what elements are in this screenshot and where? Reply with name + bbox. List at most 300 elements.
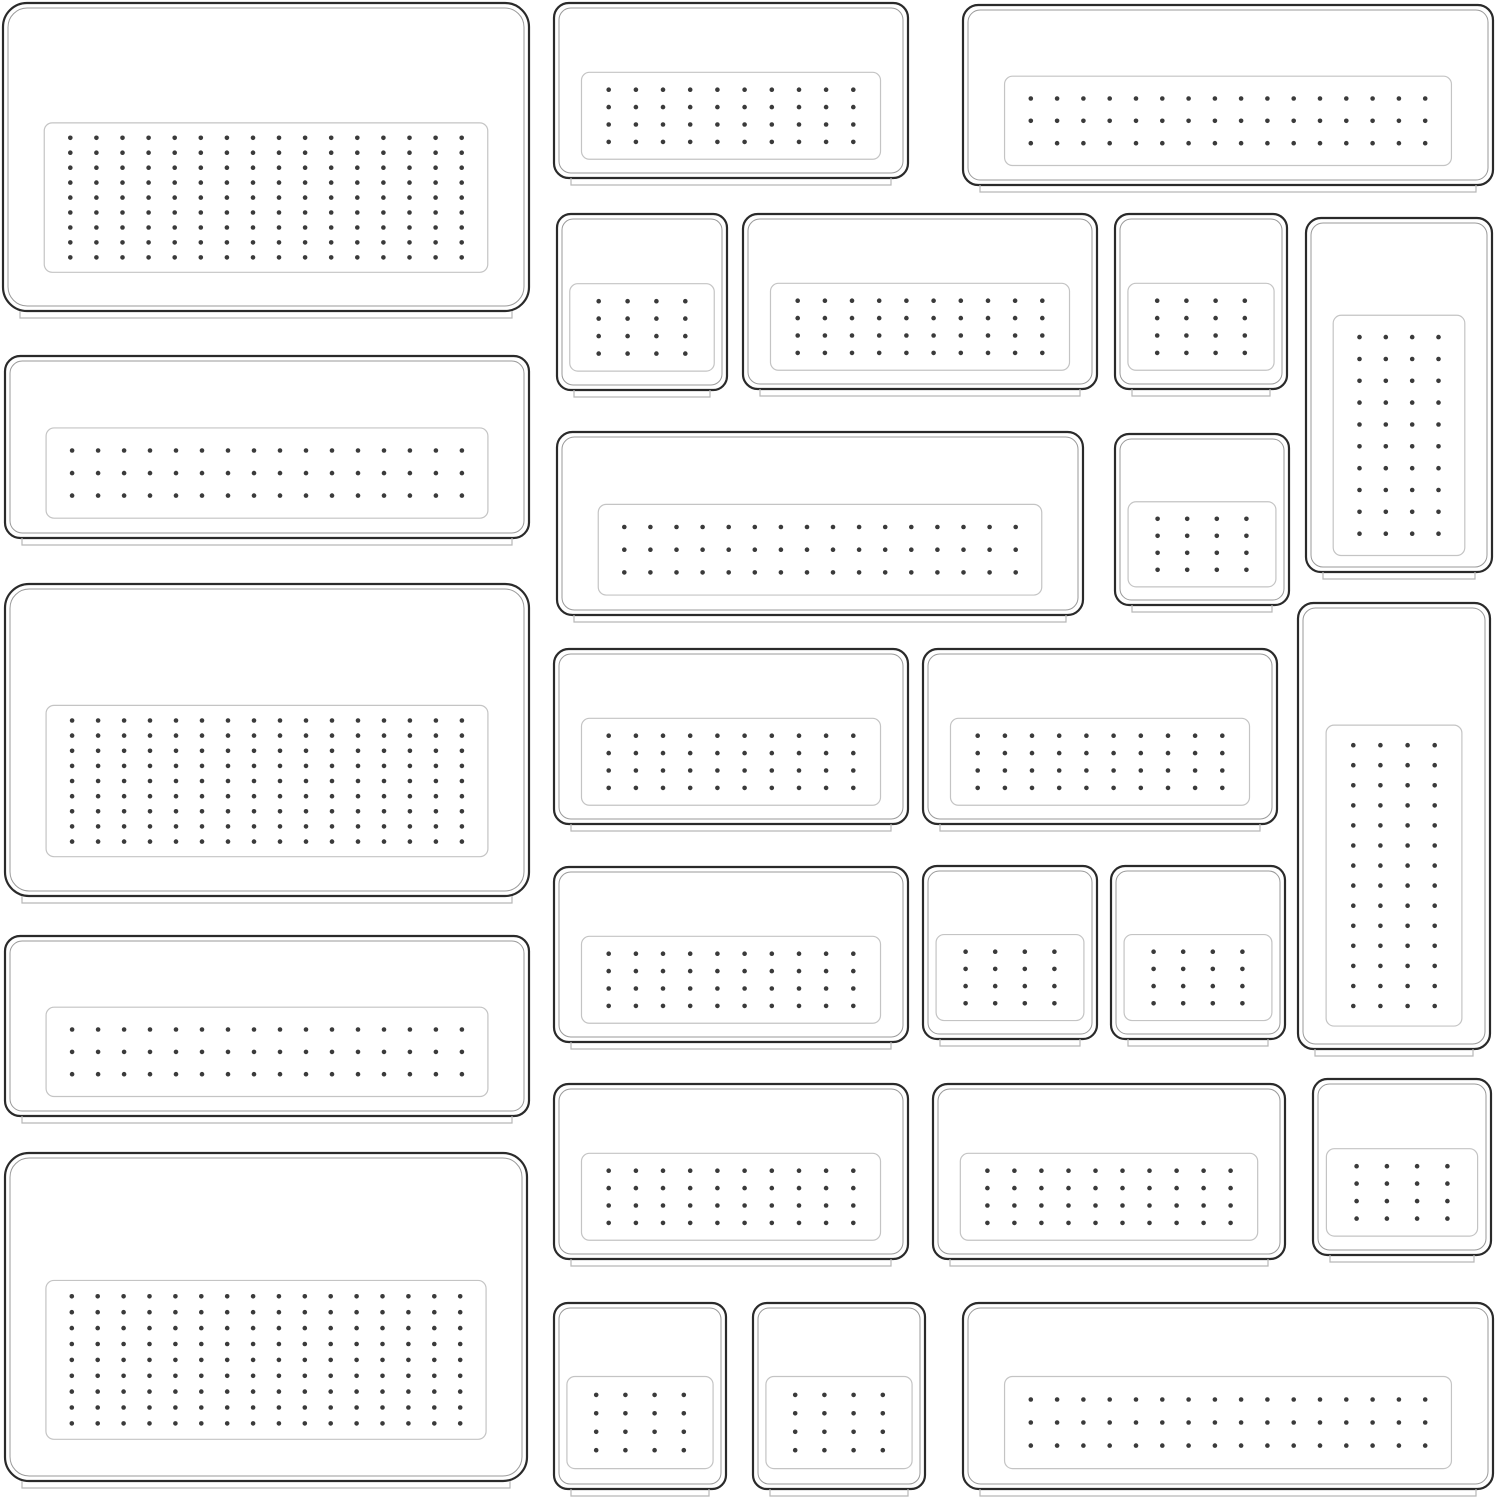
perforation-dot <box>622 570 627 575</box>
perforation-dot <box>278 718 283 723</box>
perforation-dot <box>1055 96 1060 101</box>
perforation-dot <box>147 1310 152 1315</box>
perforation-dot <box>625 334 630 339</box>
organizer-tray <box>963 5 1493 192</box>
perforation-dot <box>1066 1168 1071 1173</box>
perforation-dot <box>225 255 230 260</box>
perforation-dot <box>356 718 361 723</box>
perforation-dot <box>174 471 179 476</box>
perforation-dot <box>70 471 75 476</box>
perforation-dot <box>303 1374 308 1379</box>
perforation-dot <box>1384 400 1389 405</box>
perforation-dot <box>381 136 386 141</box>
perforation-dot <box>606 1186 611 1191</box>
perforation-dot <box>382 749 387 754</box>
perforation-dot <box>147 1421 152 1426</box>
perforation-dot <box>1012 1203 1017 1208</box>
perforation-dot <box>174 1027 179 1032</box>
perforation-dot <box>715 140 720 145</box>
perforation-dot <box>355 165 360 170</box>
perforation-dot <box>1354 1199 1359 1204</box>
perforation-dot <box>122 839 127 844</box>
perforation-dot <box>70 1294 75 1299</box>
perforation-dot <box>770 986 775 991</box>
perforation-dot <box>715 786 720 791</box>
perforation-dot <box>172 240 177 245</box>
perforation-dot <box>1410 357 1415 362</box>
perforation-dot <box>1318 1420 1323 1425</box>
perforation-dot <box>226 471 231 476</box>
perforation-dot <box>742 751 747 756</box>
perforation-dot <box>148 839 153 844</box>
perforation-dot <box>793 1411 798 1416</box>
perforation-dot <box>931 298 936 303</box>
perforation-dot <box>277 195 282 200</box>
perforation-dot <box>148 1027 153 1032</box>
perforation-dot <box>146 150 151 155</box>
perforation-dot <box>199 195 204 200</box>
perforation-dot <box>753 547 758 552</box>
perforation-dot <box>380 1294 385 1299</box>
perforation-dot <box>688 140 693 145</box>
organizer-tray <box>554 649 908 831</box>
perforation-dot <box>1265 1443 1270 1448</box>
perforation-dot <box>172 150 177 155</box>
perforation-dot <box>251 165 256 170</box>
perforation-dot <box>458 1358 463 1363</box>
perforation-dot <box>1244 551 1249 556</box>
perforation-dot <box>824 105 829 110</box>
perforation-dot <box>1186 1420 1191 1425</box>
perforation-dot <box>1057 786 1062 791</box>
perforation-dot <box>70 1421 75 1426</box>
perforation-dot <box>1370 96 1375 101</box>
perforation-dot <box>1155 568 1160 573</box>
perforation-dot <box>94 195 99 200</box>
perforation-dot <box>1239 96 1244 101</box>
perforation-dot <box>1410 488 1415 493</box>
perforation-dot <box>406 1421 411 1426</box>
perforation-dot <box>225 1374 230 1379</box>
perforation-dot <box>877 351 882 356</box>
perforation-dot <box>851 87 856 92</box>
perforation-dot <box>1181 967 1186 972</box>
perforation-dot <box>120 165 125 170</box>
perforation-dot <box>1423 1397 1428 1402</box>
perforation-dot <box>1213 1397 1218 1402</box>
perforation-dot <box>606 105 611 110</box>
perforation-dot <box>406 1294 411 1299</box>
perforation-dot <box>1405 903 1410 908</box>
perforation-dot <box>623 1448 628 1453</box>
perforation-dot <box>1357 422 1362 427</box>
perforation-dot <box>1354 1164 1359 1169</box>
perforation-dot <box>355 180 360 185</box>
perforation-dot <box>460 824 465 829</box>
perforation-dot <box>147 1342 152 1347</box>
perforation-dot <box>963 1001 968 1006</box>
perforation-dot <box>122 471 127 476</box>
perforation-dot <box>226 824 231 829</box>
perforation-dot <box>252 779 257 784</box>
perforation-dot <box>1040 298 1045 303</box>
perforation-dot <box>715 122 720 127</box>
perforation-dot <box>68 210 73 215</box>
perforation-dot <box>251 195 256 200</box>
perforation-dot <box>985 1168 990 1173</box>
perforation-dot <box>121 1294 126 1299</box>
perforation-dot <box>146 136 151 141</box>
perforation-dot <box>200 779 205 784</box>
perforation-dot <box>1405 924 1410 929</box>
perforation-dot <box>226 809 231 814</box>
perforation-dot <box>146 240 151 245</box>
perforation-dot <box>682 1448 687 1453</box>
perforation-dot <box>715 87 720 92</box>
perforation-dot <box>225 165 230 170</box>
perforation-dot <box>623 1393 628 1398</box>
perforation-dot <box>1239 119 1244 124</box>
perforation-dot <box>1040 351 1045 356</box>
perforation-dot <box>226 1072 231 1077</box>
perforation-dot <box>330 779 335 784</box>
perforation-dot <box>1040 316 1045 321</box>
perforation-dot <box>200 794 205 799</box>
perforation-dot <box>1134 141 1139 146</box>
perforation-dot <box>1318 1443 1323 1448</box>
perforation-dot <box>458 1389 463 1394</box>
perforation-dot <box>251 255 256 260</box>
perforation-dot <box>1370 1397 1375 1402</box>
perforation-dot <box>1265 96 1270 101</box>
perforation-dot <box>634 1004 639 1009</box>
organizer-tray <box>5 936 529 1123</box>
perforation-dot <box>200 733 205 738</box>
perforation-dot <box>174 764 179 769</box>
perforation-dot <box>433 136 438 141</box>
perforation-dot <box>200 764 205 769</box>
perforation-dot <box>1181 1001 1186 1006</box>
perforation-dot <box>459 195 464 200</box>
perforation-dot <box>328 1326 333 1331</box>
perforation-dot <box>199 1342 204 1347</box>
perforation-dot <box>226 779 231 784</box>
perforation-dot <box>252 809 257 814</box>
perforation-dot <box>881 1393 886 1398</box>
perforation-dot <box>1139 786 1144 791</box>
perforation-dot <box>797 1186 802 1191</box>
perforation-dot <box>277 240 282 245</box>
perforation-dot <box>303 180 308 185</box>
organizer-tray <box>5 1153 527 1488</box>
perforation-dot <box>1243 316 1248 321</box>
perforation-dot <box>434 1072 439 1077</box>
perforation-dot <box>625 351 630 356</box>
perforation-dot <box>382 809 387 814</box>
organizer-tray <box>554 1084 908 1266</box>
perforation-dot <box>1378 1004 1383 1009</box>
perforation-dot <box>304 794 309 799</box>
perforation-dot <box>683 299 688 304</box>
perforation-dot <box>742 87 747 92</box>
perforation-dot <box>96 809 101 814</box>
perforation-dot <box>1351 903 1356 908</box>
perforation-dot <box>742 105 747 110</box>
perforation-dot <box>1107 141 1112 146</box>
perforation-dot <box>329 165 334 170</box>
perforation-dot <box>1155 298 1160 303</box>
perforation-dot <box>304 824 309 829</box>
perforation-dot <box>1213 298 1218 303</box>
perforation-dot <box>961 570 966 575</box>
perforation-dot <box>797 969 802 974</box>
perforation-dot <box>1436 400 1441 405</box>
perforation-dot <box>987 525 992 530</box>
perforation-dot <box>432 1358 437 1363</box>
perforation-dot <box>909 547 914 552</box>
perforation-dot <box>408 794 413 799</box>
perforation-dot <box>1186 1443 1191 1448</box>
perforation-dot <box>795 333 800 338</box>
perforation-dot <box>330 839 335 844</box>
perforation-dot <box>1405 883 1410 888</box>
perforation-dot <box>1055 1397 1060 1402</box>
perforation-dot <box>1385 1164 1390 1169</box>
perforation-dot <box>961 525 966 530</box>
perforation-dot <box>1370 119 1375 124</box>
perforation-dot <box>1410 400 1415 405</box>
perforation-dot <box>883 547 888 552</box>
perforation-dot <box>407 195 412 200</box>
perforation-dot <box>1239 1420 1244 1425</box>
perforation-dot <box>225 1389 230 1394</box>
perforation-dot <box>1318 96 1323 101</box>
perforation-dot <box>1415 1164 1420 1169</box>
perforation-dot <box>824 768 829 773</box>
perforation-dot <box>1240 984 1245 989</box>
perforation-dot <box>1039 1186 1044 1191</box>
perforation-dot <box>303 1358 308 1363</box>
perforation-dot <box>70 1310 75 1315</box>
perforation-dot <box>96 1027 101 1032</box>
perforation-dot <box>304 448 309 453</box>
perforation-dot <box>460 733 465 738</box>
perforation-dot <box>173 1294 178 1299</box>
perforation-dot <box>199 1421 204 1426</box>
perforation-dot <box>851 786 856 791</box>
perforation-dot <box>683 351 688 356</box>
perforation-dot <box>674 525 679 530</box>
perforation-dot <box>407 165 412 170</box>
perforation-dot <box>1378 984 1383 989</box>
perforation-dot <box>1213 333 1218 338</box>
perforation-dot <box>356 779 361 784</box>
tray-rim <box>5 356 529 538</box>
perforation-dot <box>434 779 439 784</box>
perforation-dot <box>1220 768 1225 773</box>
perforation-dot <box>883 570 888 575</box>
perforation-dot <box>95 1374 100 1379</box>
perforation-dot <box>354 1310 359 1315</box>
perforation-dot <box>1228 1168 1233 1173</box>
perforation-dot <box>1405 1004 1410 1009</box>
perforation-dot <box>797 122 802 127</box>
perforation-dot <box>661 105 666 110</box>
perforation-dot <box>434 809 439 814</box>
perforation-dot <box>122 493 127 498</box>
perforation-dot <box>606 986 611 991</box>
perforation-dot <box>330 471 335 476</box>
perforation-dot <box>634 140 639 145</box>
perforation-dot <box>356 1050 361 1055</box>
perforation-dot <box>742 140 747 145</box>
perforation-dot <box>1213 316 1218 321</box>
perforation-dot <box>606 140 611 145</box>
organizer-tray <box>1115 214 1287 396</box>
perforation-dot <box>252 1050 257 1055</box>
perforation-dot <box>682 1411 687 1416</box>
tray-rim <box>923 866 1097 1039</box>
perforation-dot <box>1213 1420 1218 1425</box>
perforation-dot <box>328 1342 333 1347</box>
perforation-dot <box>959 298 964 303</box>
perforation-dot <box>252 733 257 738</box>
perforation-dot <box>70 839 75 844</box>
organizer-tray <box>923 649 1277 831</box>
perforation-dot <box>594 1430 599 1435</box>
perforation-dot <box>225 1310 230 1315</box>
perforation-dot <box>1003 733 1008 738</box>
perforation-dot <box>68 180 73 185</box>
perforation-dot <box>715 969 720 974</box>
perforation-dot <box>355 255 360 260</box>
perforation-dot <box>1213 351 1218 356</box>
organizer-tray <box>1313 1079 1491 1262</box>
perforation-dot <box>96 839 101 844</box>
perforation-dot <box>96 779 101 784</box>
perforation-dot <box>95 1358 100 1363</box>
perforation-dot <box>1147 1221 1152 1226</box>
perforation-dot <box>355 195 360 200</box>
perforation-dot <box>356 448 361 453</box>
perforation-dot <box>354 1294 359 1299</box>
perforation-dot <box>688 969 693 974</box>
perforation-dot <box>1445 1181 1450 1186</box>
perforation-dot <box>148 809 153 814</box>
perforation-dot <box>251 1358 256 1363</box>
perforation-dot <box>1211 984 1216 989</box>
perforation-dot <box>225 225 230 230</box>
perforation-dot <box>381 240 386 245</box>
perforation-dot <box>303 1405 308 1410</box>
perforation-dot <box>407 150 412 155</box>
perforation-dot <box>1432 883 1437 888</box>
perforation-dot <box>779 547 784 552</box>
perforation-dot <box>252 749 257 754</box>
perforation-dot <box>1184 351 1189 356</box>
perforation-dot <box>851 1430 856 1435</box>
perforation-dot <box>251 1342 256 1347</box>
perforation-dot <box>1415 1181 1420 1186</box>
perforation-dot <box>1384 335 1389 340</box>
perforation-dot <box>1174 1203 1179 1208</box>
perforation-dot <box>1357 488 1362 493</box>
perforation-dot <box>303 240 308 245</box>
perforation-dot <box>831 570 836 575</box>
perforation-dot <box>70 1358 75 1363</box>
perforation-dot <box>70 448 75 453</box>
perforation-dot <box>1012 1186 1017 1191</box>
perforation-dot <box>380 1421 385 1426</box>
perforation-dot <box>1155 517 1160 522</box>
perforation-dot <box>94 255 99 260</box>
perforation-dot <box>1185 551 1190 556</box>
perforation-dot <box>877 333 882 338</box>
perforation-dot <box>460 794 465 799</box>
perforation-dot <box>94 180 99 185</box>
perforation-dot <box>726 547 731 552</box>
perforation-dot <box>904 316 909 321</box>
perforation-dot <box>96 718 101 723</box>
perforation-dot <box>96 448 101 453</box>
perforation-dot <box>1318 119 1323 124</box>
perforation-dot <box>1052 967 1057 972</box>
perforation-dot <box>715 986 720 991</box>
perforation-dot <box>909 570 914 575</box>
perforation-dot <box>94 150 99 155</box>
perforation-dot <box>1013 316 1018 321</box>
perforation-dot <box>1081 96 1086 101</box>
perforation-dot <box>1151 949 1156 954</box>
perforation-dot <box>1405 964 1410 969</box>
perforation-dot <box>779 570 784 575</box>
perforation-dot <box>432 1389 437 1394</box>
perforation-dot <box>1081 1397 1086 1402</box>
perforation-dot <box>1378 803 1383 808</box>
perforation-dot <box>805 547 810 552</box>
perforation-dot <box>963 949 968 954</box>
perforation-dot <box>1351 763 1356 768</box>
perforation-dot <box>225 1294 230 1299</box>
perforation-dot <box>460 749 465 754</box>
perforation-dot <box>148 1072 153 1077</box>
perforation-dot <box>654 316 659 321</box>
perforation-dot <box>975 751 980 756</box>
perforation-dot <box>122 718 127 723</box>
perforation-dot <box>700 547 705 552</box>
perforation-dot <box>688 751 693 756</box>
perforation-dot <box>226 448 231 453</box>
perforation-dot <box>1344 1443 1349 1448</box>
perforation-dot <box>963 967 968 972</box>
perforation-dot <box>330 764 335 769</box>
perforation-dot <box>1344 141 1349 146</box>
perforation-dot <box>715 1203 720 1208</box>
perforation-dot <box>634 87 639 92</box>
perforation-dot <box>199 136 204 141</box>
perforation-dot <box>356 493 361 498</box>
perforation-dot <box>408 493 413 498</box>
perforation-dot <box>1265 1397 1270 1402</box>
perforation-dot <box>1023 949 1028 954</box>
perforation-dot <box>380 1374 385 1379</box>
perforation-dot <box>688 768 693 773</box>
perforation-dot <box>742 969 747 974</box>
perforation-dot <box>1445 1199 1450 1204</box>
perforation-dot <box>328 1389 333 1394</box>
perforation-dot <box>433 225 438 230</box>
perforation-dot <box>148 448 153 453</box>
